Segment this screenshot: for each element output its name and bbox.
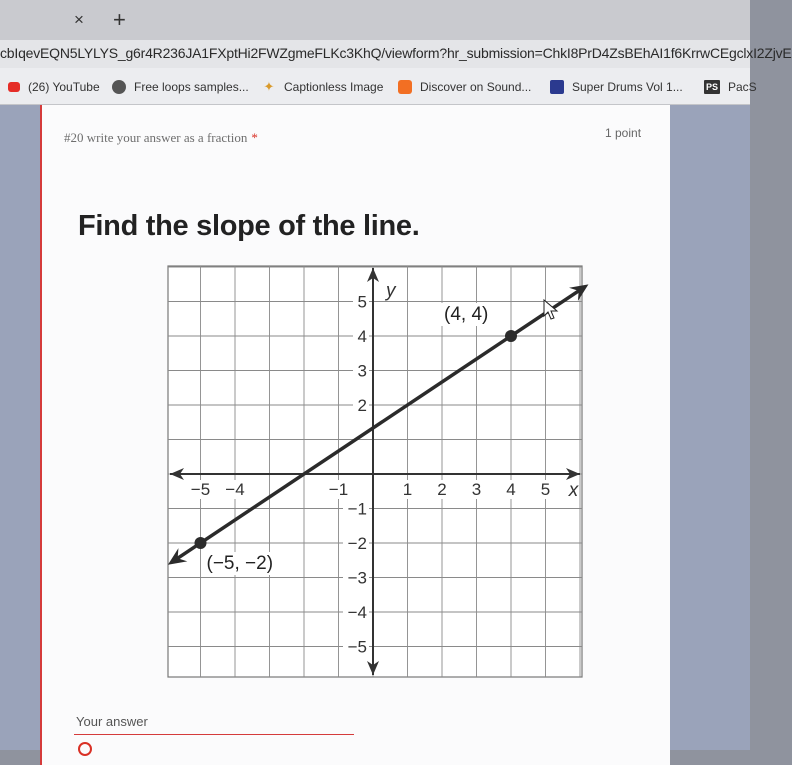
y-tick-label: −5 xyxy=(347,637,367,657)
error-icon xyxy=(78,742,92,756)
y-tick-label: −3 xyxy=(347,568,367,588)
bookmark-super-drums[interactable] xyxy=(550,78,683,96)
bookmark-label: (26) YouTube xyxy=(28,80,100,94)
y-tick-label: 2 xyxy=(357,396,367,415)
x-tick-label: −1 xyxy=(328,480,349,499)
y-tick-label: −2 xyxy=(347,534,367,553)
question-label xyxy=(64,130,258,146)
answer-input[interactable] xyxy=(74,710,358,736)
y-tick-label: −4 xyxy=(347,603,367,622)
y-tick-label: 4 xyxy=(357,327,367,346)
ps-icon: PS xyxy=(705,82,718,92)
bookmark-discover-soundcloud[interactable] xyxy=(398,78,531,96)
x-tick-label: 5 xyxy=(540,480,551,499)
image-icon: ✦ xyxy=(263,79,275,94)
bookmark-label: Discover on Sound... xyxy=(420,80,532,94)
problem-title: Find the slope of the line. xyxy=(78,210,420,242)
x-tick-label: −4 xyxy=(225,480,245,499)
x-axis-label: x xyxy=(568,480,579,501)
grid-lines xyxy=(168,266,582,677)
y-axis-label: y xyxy=(386,280,396,302)
bookmark-youtube[interactable] xyxy=(8,78,100,96)
answer-placeholder: Your answer xyxy=(76,714,148,729)
coordinate-graph xyxy=(160,260,590,680)
loop-icon xyxy=(112,80,126,94)
new-tab-icon[interactable]: + xyxy=(113,7,126,32)
url-text[interactable]: cbIqevEQN5LYLYS_g6r4R236JA1FXptHi2FWZgmeFLKc3KhQ/viewform?hr_submission=ChkI8PrD4ZsBEhAI1f6KrrwCEgclxI2ZjvE xyxy=(0,45,792,61)
grid-frame xyxy=(168,266,582,677)
points-label: 1 point xyxy=(605,126,642,140)
x-tick-label: −5 xyxy=(190,480,211,499)
drum-icon xyxy=(550,80,564,94)
soundcloud-icon xyxy=(398,80,412,94)
x-tick-label: 4 xyxy=(506,480,516,499)
x-tick-label: 3 xyxy=(471,480,482,499)
x-tick-label: 1 xyxy=(402,480,413,499)
question-text: #20 write your answer as a fraction xyxy=(64,130,248,145)
bookmark-label: Captionless Image xyxy=(284,80,384,94)
plotted-point xyxy=(505,330,517,342)
point-label: (−5, −2) xyxy=(206,553,274,574)
point-label: (4, 4) xyxy=(444,304,489,325)
bookmark-label: PacS xyxy=(728,80,757,94)
required-asterisk: * xyxy=(251,130,258,145)
bookmark-free-loops[interactable] xyxy=(112,78,249,96)
plotted-point xyxy=(195,537,207,549)
x-tick-label: 2 xyxy=(437,480,447,499)
browser-tab-strip xyxy=(0,0,750,40)
y-tick-label: 3 xyxy=(357,361,367,381)
youtube-icon xyxy=(8,82,20,92)
address-bar[interactable] xyxy=(0,40,792,68)
bookmarks-bar xyxy=(0,68,757,105)
bookmark-pacs[interactable] xyxy=(704,78,757,96)
answer-underline xyxy=(74,734,354,735)
y-tick-label: 5 xyxy=(357,292,367,312)
bookmark-label: Free loops samples... xyxy=(134,80,249,94)
bookmark-label: Super Drums Vol 1... xyxy=(572,80,683,94)
tab-close-icon[interactable]: × xyxy=(74,10,84,29)
y-tick-label: −1 xyxy=(347,499,367,519)
bookmark-captionless-image[interactable] xyxy=(262,78,383,96)
